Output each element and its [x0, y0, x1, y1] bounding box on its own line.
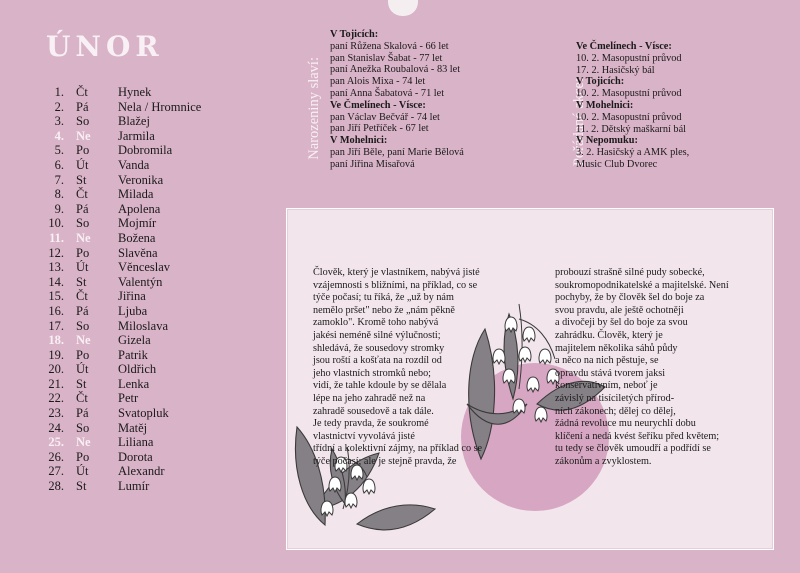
essay-line: shledává, že sousedovy stromky	[313, 342, 445, 354]
name-day: Alexandr	[118, 464, 165, 479]
day-of-week: Čt	[76, 187, 88, 202]
place-heading: V Nepomuku:	[576, 135, 638, 147]
day-number: 25.	[48, 435, 64, 450]
list-item: pan Alois Mixa - 74 let	[330, 76, 426, 88]
essay-line: týče počasí; tu říká, že „už by nám	[313, 292, 454, 304]
essay-line: nemělo pršet" nebo že „nám pěkně	[313, 304, 455, 316]
day-of-week: Ne	[76, 333, 91, 348]
essay-line: tu tedy se člověk umoudří a podřídí se	[555, 443, 711, 455]
essay-line: Je tedy pravda, že soukromé	[313, 418, 429, 430]
name-day: Liliana	[118, 435, 154, 450]
day-of-week: Út	[76, 464, 89, 479]
essay-line: soukromopodnikatelské a majitelské. Není	[555, 279, 729, 291]
day-row	[30, 479, 201, 494]
name-day: Hynek	[118, 85, 152, 99]
month-title: ÚNOR	[46, 30, 164, 63]
birthdays-list	[330, 29, 464, 171]
events-list	[576, 41, 689, 171]
day-of-week: St	[76, 274, 87, 289]
day-row	[30, 173, 201, 188]
list-item: 3. 2. Hasičský a AMK ples,	[576, 147, 690, 159]
day-row	[30, 289, 201, 304]
essay-line: závislý na tisíciletých přírod-	[555, 392, 675, 404]
name-day: Jiřina	[118, 289, 146, 304]
essay-line: klíčení a nedá kvést šeříku před květem;	[555, 430, 720, 442]
day-row	[30, 421, 201, 436]
day-row	[30, 246, 201, 261]
essay-line: lépe na jeho zahradě než na	[313, 392, 426, 404]
day-of-week: Út	[76, 157, 89, 172]
essay-line: svou pravdu, ale ještě ochotněji	[555, 304, 684, 316]
essay-line: probouzí strašně silné pudy sobecké,	[555, 267, 705, 278]
essay-line: jeho vlastních stromků nebo;	[313, 367, 431, 379]
day-row	[30, 187, 201, 202]
essay-line: jsou roští a košťata na rozdíl od	[313, 355, 442, 367]
day-row	[30, 348, 201, 363]
day-row	[30, 114, 201, 129]
name-day: Mojmír	[118, 216, 157, 231]
day-row	[30, 304, 201, 319]
essay-line: týče počasí; ale je stejně pravda, že	[313, 455, 457, 467]
day-number: 17.	[48, 318, 64, 333]
hanger-notch	[388, 0, 418, 16]
day-number: 18.	[48, 333, 64, 348]
day-of-week: Ne	[76, 230, 91, 245]
essay-line: pochyby, že by člověk šel do boje za	[555, 292, 705, 304]
events-label: Pořádané akce:	[571, 78, 587, 167]
day-of-week: Po	[76, 449, 90, 464]
list-item: 10. 2. Masopustní průvod	[576, 111, 682, 123]
day-number: 24.	[48, 420, 64, 435]
essay-line: třídní a kolektivní zájmy, na příklad co se	[313, 443, 483, 455]
day-number: 5.	[54, 143, 64, 158]
day-of-week: Pá	[76, 303, 89, 318]
day-row	[30, 143, 201, 158]
day-row	[30, 464, 201, 479]
name-day: Dobromila	[118, 143, 173, 158]
day-number: 13.	[48, 260, 64, 275]
name-day: Milada	[118, 187, 154, 202]
essay-column-right	[555, 267, 765, 469]
day-of-week: Po	[76, 347, 90, 362]
name-day: Vanda	[118, 157, 150, 172]
day-number: 16.	[48, 303, 64, 318]
day-number: 20.	[48, 362, 64, 377]
essay-line: majitelem několika sáhů půdy	[555, 342, 678, 354]
list-item: pan Stanislav Šabat - 77 let	[330, 52, 443, 64]
place-heading: V Mohelnici:	[330, 135, 388, 147]
day-of-week: So	[76, 420, 90, 435]
essay-line: Člověk, který je vlastníkem, nabývá jisté	[313, 267, 480, 278]
day-list	[30, 85, 201, 494]
name-day: Valentýn	[118, 274, 163, 289]
day-number: 4.	[54, 128, 64, 143]
day-number: 1.	[54, 85, 64, 99]
name-day: Svatopluk	[118, 406, 169, 421]
day-number: 3.	[54, 114, 64, 129]
name-day: Lumír	[118, 479, 150, 494]
essay-line: zahrádku. Člověk, který je	[555, 329, 663, 341]
day-row	[30, 377, 201, 392]
day-number: 22.	[48, 391, 64, 406]
essay-line: vzájemnosti s bližními, na příklad, co se	[313, 279, 478, 291]
essay-line: a divočeji by šel do boje za svou	[555, 317, 688, 329]
day-row	[30, 450, 201, 465]
day-row	[30, 129, 201, 144]
name-day: Patrik	[118, 347, 148, 362]
day-row	[30, 260, 201, 275]
list-item: pan Jiří Petříček - 67 let	[330, 123, 429, 135]
name-day: Petr	[118, 391, 139, 406]
day-of-week: Út	[76, 362, 89, 377]
list-item: 11. 2. Dětský maškarní bál	[576, 123, 687, 135]
birthdays-label: Narozeniny slaví:	[306, 57, 322, 160]
name-day: Jarmila	[118, 128, 155, 143]
list-item: paní Anežka Roubalová - 83 let	[330, 64, 461, 76]
essay-line: opravdu stává tvorem jaksi	[555, 367, 666, 379]
day-of-week: So	[76, 114, 90, 129]
day-number: 7.	[54, 172, 64, 187]
day-of-week: Ne	[76, 435, 91, 450]
list-item: pan Jiří Běle, paní Marie Bělová	[330, 146, 464, 158]
essay-column-left	[313, 267, 533, 469]
day-of-week: Ne	[76, 128, 91, 143]
day-of-week: Út	[76, 260, 89, 275]
day-number: 8.	[54, 187, 64, 202]
day-number: 26.	[48, 449, 64, 464]
day-of-week: So	[76, 318, 90, 333]
day-of-week: Po	[76, 245, 90, 260]
essay-line: konservativním, neboť je	[555, 380, 658, 392]
day-of-week: Pá	[76, 99, 89, 114]
name-day: Blažej	[118, 114, 150, 129]
day-row	[30, 100, 201, 115]
day-row	[30, 319, 201, 334]
place-heading: V Tojicích:	[576, 76, 625, 88]
essay-line: a něco na nich pěstuje, se	[555, 355, 659, 367]
day-row	[30, 406, 201, 421]
day-row	[30, 362, 201, 377]
list-item: Music Club Dvorec	[576, 158, 658, 170]
name-day: Miloslava	[118, 318, 168, 333]
day-row	[30, 275, 201, 290]
day-row	[30, 231, 201, 246]
name-day: Ljuba	[118, 303, 148, 318]
essay-line: zahradě sousedově a tak dále.	[313, 405, 434, 417]
day-of-week: St	[76, 172, 87, 187]
day-row	[30, 391, 201, 406]
name-day: Oldřich	[118, 362, 157, 377]
list-item: 17. 2. Hasičský bál	[576, 64, 655, 76]
day-number: 14.	[48, 274, 64, 289]
day-of-week: Pá	[76, 201, 89, 216]
list-item: paní Jiřina Misařová	[330, 158, 415, 170]
place-heading: V Mohelnici:	[576, 99, 634, 111]
essay-line: žádná revoluce mu neurychlí dobu	[555, 418, 696, 430]
day-number: 23.	[48, 406, 64, 421]
day-number: 21.	[48, 376, 64, 391]
day-number: 11.	[49, 230, 64, 245]
name-day: Lenka	[118, 376, 150, 391]
day-row	[30, 435, 201, 450]
day-row	[30, 85, 201, 100]
day-number: 12.	[48, 245, 64, 260]
day-of-week: Čt	[76, 289, 88, 304]
essay-box	[286, 208, 774, 550]
day-number: 2.	[54, 99, 64, 114]
day-number: 19.	[48, 347, 64, 362]
name-day: Božena	[118, 230, 156, 245]
day-row	[30, 333, 201, 348]
name-day: Slavěna	[118, 245, 158, 260]
list-item: 10. 2. Masopustní průvod	[576, 52, 682, 64]
essay-line: vidí, že tahle kdoule by se dělala	[313, 380, 447, 392]
day-row	[30, 202, 201, 217]
name-day: Apolena	[118, 201, 161, 216]
day-number: 9.	[54, 201, 64, 216]
list-item: paní Růžena Skalová - 66 let	[330, 40, 449, 52]
day-of-week: Čt	[76, 391, 88, 406]
essay-line: ních zákonech; dělej co dělej,	[555, 405, 676, 417]
essay-line: zákonům a zvyklostem.	[555, 455, 652, 467]
day-of-week: St	[76, 479, 87, 494]
day-number: 27.	[48, 464, 64, 479]
day-of-week: Pá	[76, 406, 89, 421]
day-of-week: So	[76, 216, 90, 231]
list-item: paní Anna Šabatová - 71 let	[330, 87, 445, 99]
day-number: 15.	[48, 289, 64, 304]
day-number: 6.	[54, 157, 64, 172]
name-day: Dorota	[118, 449, 153, 464]
day-row	[30, 216, 201, 231]
place-heading: V Tojicích:	[330, 29, 379, 40]
day-number: 28.	[48, 479, 64, 494]
essay-line: vlastnictví vyvolává jisté	[313, 430, 415, 442]
list-item: 10. 2. Masopustní průvod	[576, 88, 682, 100]
place-heading: Ve Čmelínech - Vísce:	[330, 99, 426, 111]
day-row	[30, 158, 201, 173]
name-day: Gizela	[118, 333, 151, 348]
day-number: 10.	[48, 216, 64, 231]
list-item: pan Václav Bečvář - 74 let	[330, 111, 440, 123]
place-heading: Ve Čmelínech - Vísce:	[576, 41, 672, 52]
essay-line: jakési neméně silné výlučnosti;	[313, 329, 441, 341]
name-day: Matěj	[118, 420, 148, 435]
name-day: Věnceslav	[118, 260, 171, 275]
essay-line: zamoklo". Kromě toho nabývá	[313, 317, 439, 329]
name-day: Veronika	[118, 172, 164, 187]
day-of-week: Po	[76, 143, 90, 158]
day-of-week: Čt	[76, 85, 88, 99]
name-day: Nela / Hromnice	[118, 99, 202, 114]
day-of-week: St	[76, 376, 87, 391]
